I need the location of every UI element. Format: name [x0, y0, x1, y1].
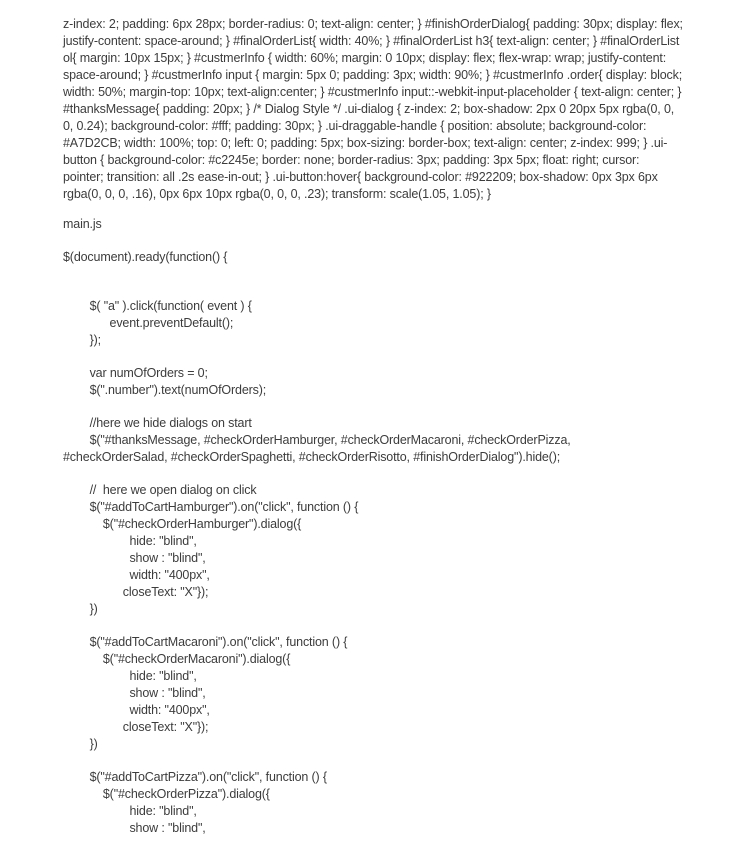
code-line: //here we hide dialogs on start: [63, 416, 252, 430]
code-line: var numOfOrders = 0;: [63, 366, 208, 380]
code-line: hide: "blind",: [63, 534, 197, 548]
code-line: $(document).ready(function() {: [63, 250, 228, 264]
code-line: }): [63, 737, 98, 751]
code-line: show : "blind",: [63, 551, 206, 565]
filename-heading: main.js: [63, 217, 102, 231]
code-line: $("#checkOrderMacaroni").dialog({: [63, 652, 291, 666]
code-line: $("#addToCartHamburger").on("click", function () {: [63, 500, 359, 514]
code-line: width: "400px",: [63, 568, 210, 582]
code-line: $("#checkOrderHamburger").dialog({: [63, 517, 302, 531]
css-code-paragraph: z-index: 2; padding: 6px 28px; border-radius: 0; text-align: center; } #finishOrderDialog{ padding: 30px; display: flex; justify-content: space-around; } #finalOrderList{ width: 40%; } #finalOrderList h3{ text-align: center; } #finalOrderList ol{ margin: 10px 15px; } #custmerInfo { width: 60%; margin: 0 10px; display: flex; flex-wrap: wrap; justify-content: space-around; } #custmerInfo input { margin: 5px 0; padding: 3px; width: 90%; } #custmerInfo .order{ display: block; width: 50%; margin-top: 10px; text-align:center; } #custmerInfo input::-webkit-input-placeholder { text-align: center; } #thanksMessage{ padding: 20px; } /* Dialog Style */ .ui-dialog { z-index: 2; box-shadow: 2px 0 20px 5px rgba(0, 0, 0, 0.24); background-color: #fff; padding: 30px; } .ui-draggable-handle { position: absolute; background-color: #A7D2CB; width: 100%; top: 0; left: 0; padding: 5px; box-sizing: border-box; text-align: center; z-index: 999; } .ui-button { background-color: #c2245e; border: none; border-radius: 3px; padding: 3px 5px; float: right; cursor: pointer; transition: all .2s ease-in-out; } .ui-button:hover{ background-color: #922209; box-shadow: 0px 3px 6px rgba(0, 0, 0, .16), 0px 6px 10px rgba(0, 0, 0, .23); transform: scale(1.05, 1.05); }: [63, 17, 683, 201]
document-body: [63, 16, 683, 837]
code-line: $( "a" ).click(function( event ) {: [63, 299, 252, 313]
code-line: }): [63, 602, 98, 616]
code-line: event.preventDefault();: [63, 316, 234, 330]
code-line: $("#checkOrderPizza").dialog({: [63, 787, 270, 801]
code-line: $("#thanksMessage, #checkOrderHamburger, #checkOrderMacaroni, #checkOrderPizza,: [63, 433, 571, 447]
code-line: $(".number").text(numOfOrders);: [63, 383, 267, 397]
code-line: closeText: "X"});: [63, 585, 209, 599]
code-line: closeText: "X"});: [63, 720, 209, 734]
code-line: hide: "blind",: [63, 804, 197, 818]
code-line: });: [63, 333, 101, 347]
code-line: $("#addToCartMacaroni").on("click", function () {: [63, 635, 348, 649]
code-line: #checkOrderSalad, #checkOrderSpaghetti, #checkOrderRisotto, #finishOrderDialog").hide();: [63, 450, 561, 464]
code-line: // here we open dialog on click: [63, 483, 257, 497]
code-line: width: "400px",: [63, 703, 210, 717]
code-line: show : "blind",: [63, 821, 206, 835]
code-line: hide: "blind",: [63, 669, 197, 683]
code-line: $("#addToCartPizza").on("click", function () {: [63, 770, 327, 784]
code-line: show : "blind",: [63, 686, 206, 700]
